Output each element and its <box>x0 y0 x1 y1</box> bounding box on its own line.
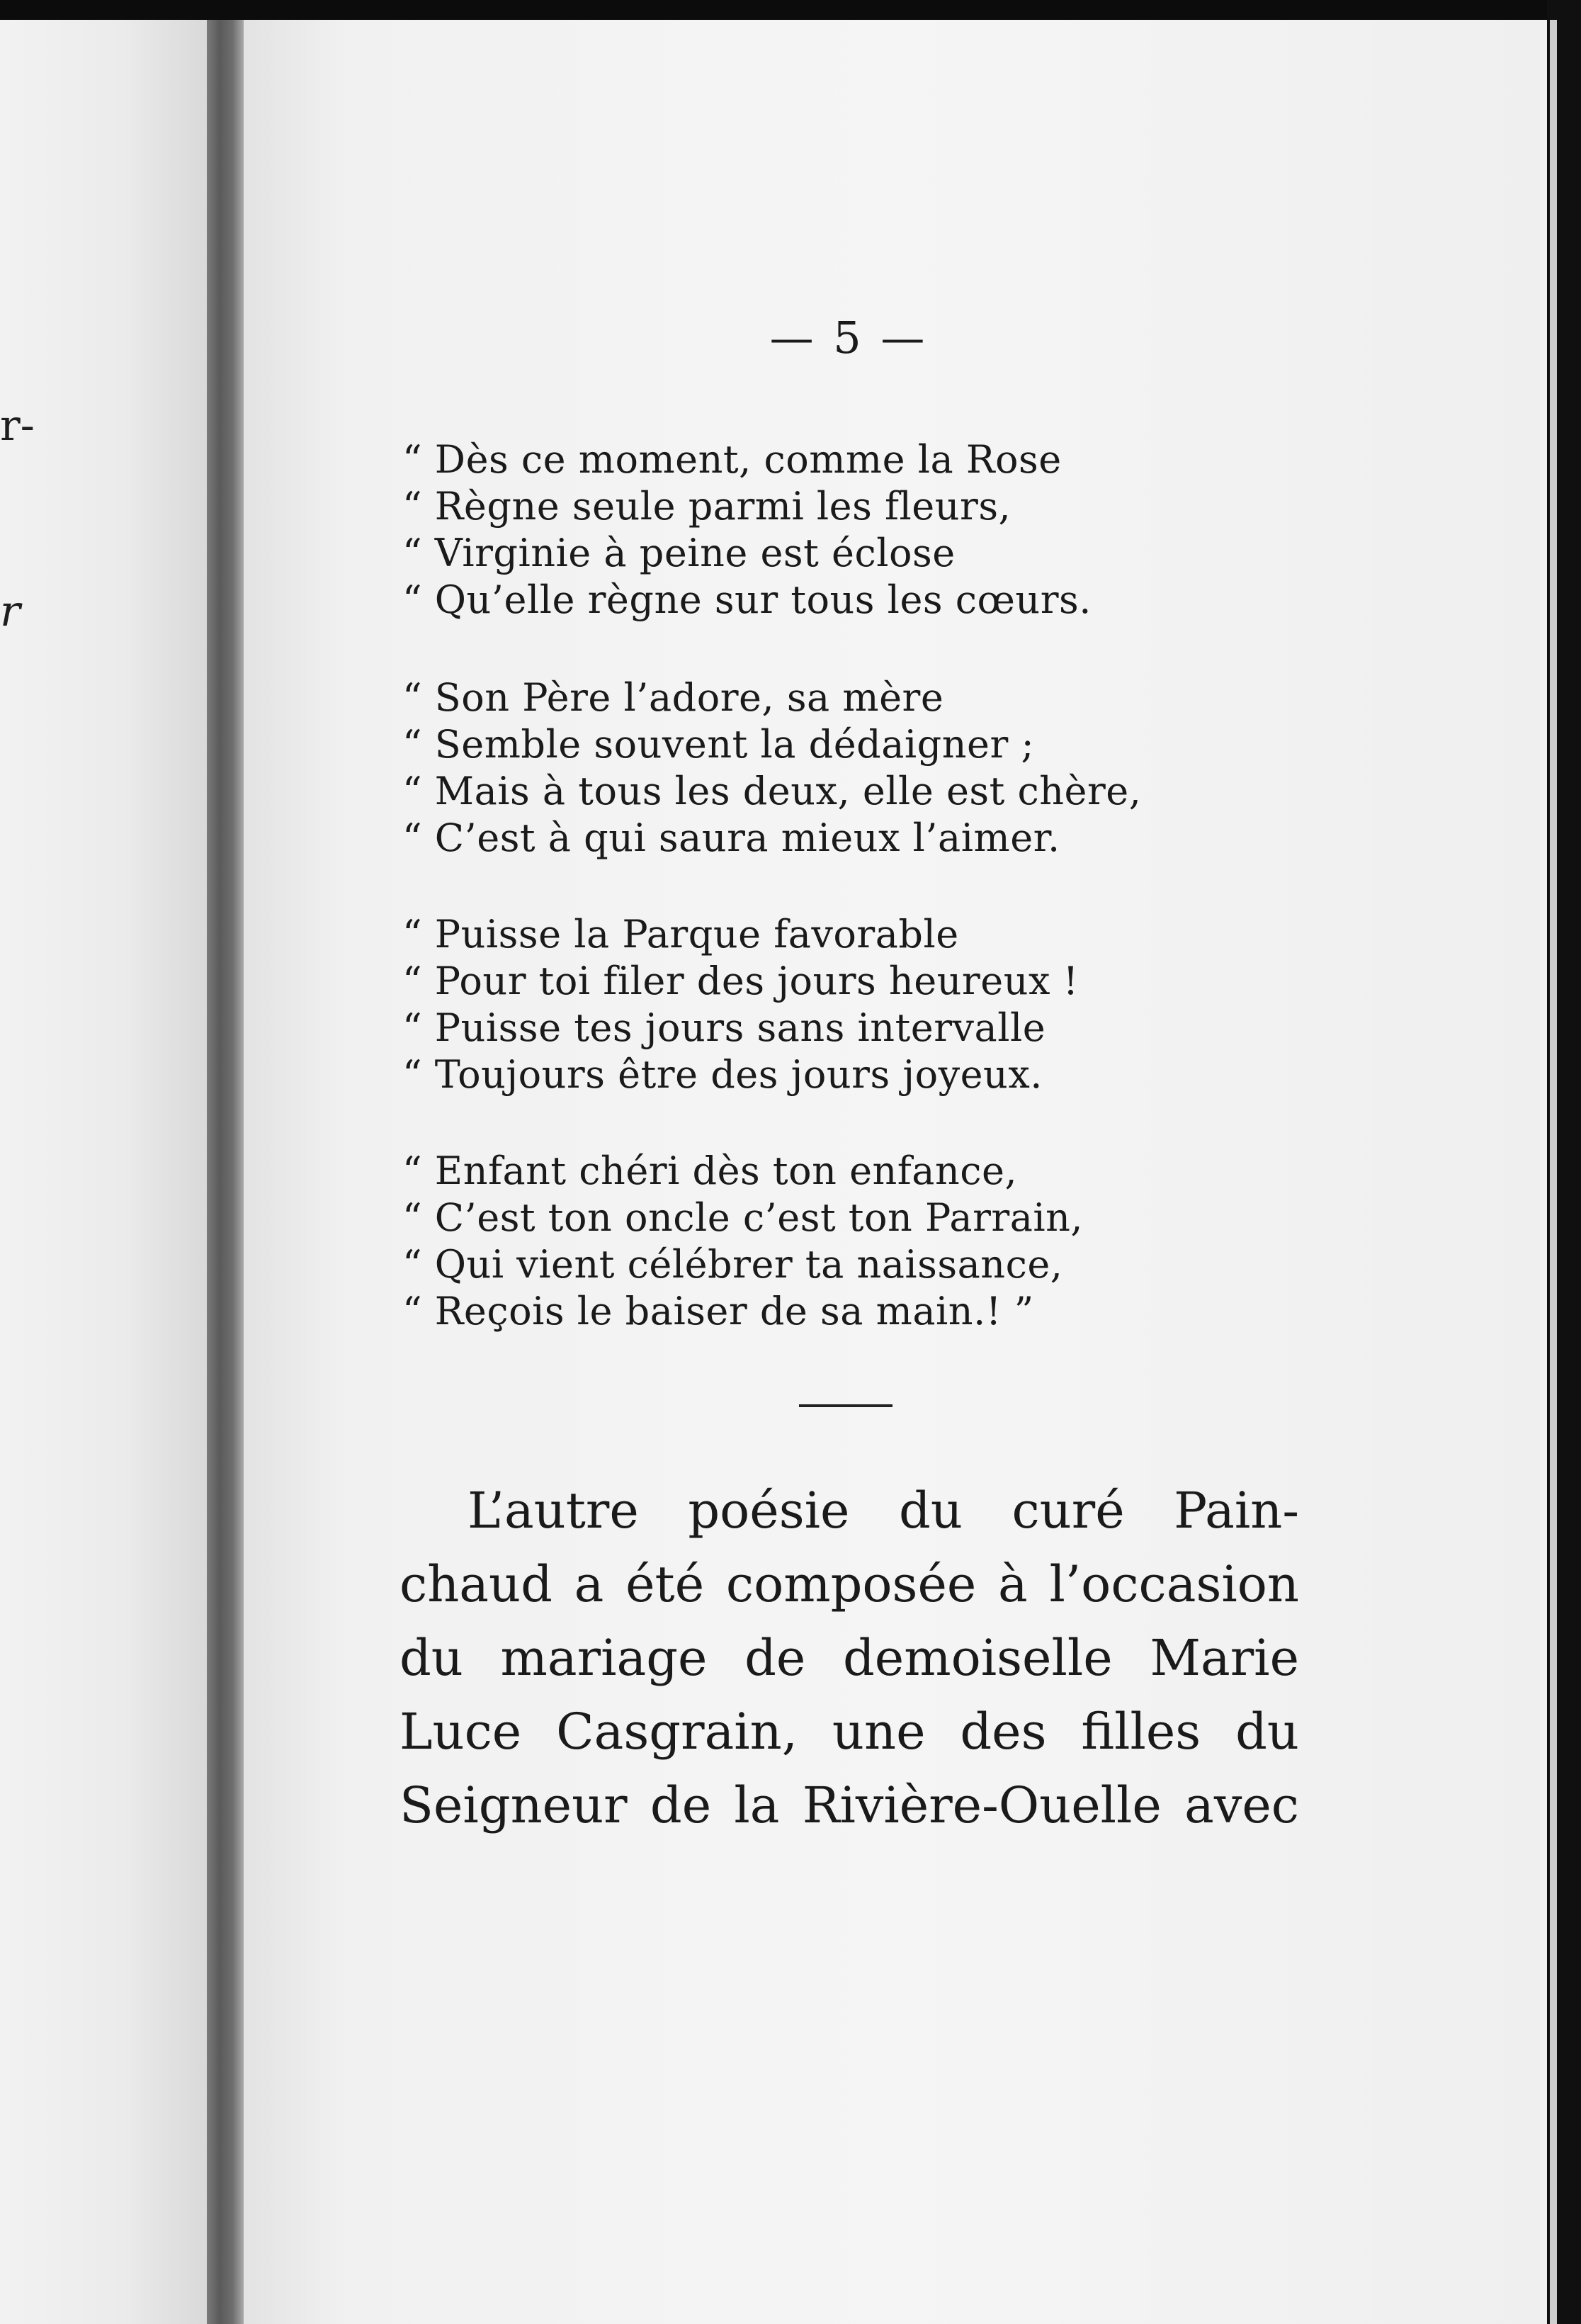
left-margin-fragment: r <box>0 587 21 636</box>
paragraph-line: Luce Casgrain, une des filles du <box>400 1703 1299 1761</box>
body-paragraph <box>400 1474 1299 1842</box>
verse-line: “ Puisse la Parque favorable <box>402 912 959 957</box>
poem-stanza <box>402 911 1366 1098</box>
verse-line: “ Pour toi filer des jours heureux ! <box>402 959 1079 1003</box>
verse-line: “ Enfant chéri dès ton enfance, <box>402 1149 1018 1193</box>
scan-top-border <box>0 0 1581 20</box>
page-number: — 5 — <box>769 312 928 363</box>
paragraph-line: L’autre poésie du curé Pain- <box>468 1482 1299 1540</box>
verse-line: “ C’est à qui saura mieux l’aimer. <box>402 816 1060 860</box>
page-edge <box>1550 20 1557 2324</box>
left-page-fragment <box>0 20 207 2324</box>
verse-line: “ Règne seule parmi les fleurs, <box>402 484 1012 529</box>
verse-line: “ C’est ton oncle c’est ton Parrain, <box>402 1195 1084 1240</box>
verse-line: “ Qu’elle règne sur tous les cœurs. <box>402 577 1092 622</box>
paragraph-line: chaud a été composée à l’occasion <box>400 1555 1299 1613</box>
left-margin-fragment: r- <box>0 401 35 451</box>
book-gutter <box>207 20 244 2324</box>
verse-line: “ Dès ce moment, comme la Rose <box>402 437 1062 482</box>
poem-stanza <box>402 1148 1366 1335</box>
poem-stanza <box>402 436 1366 624</box>
verse-line: “ Qui vient célébrer ta naissance, <box>402 1242 1063 1287</box>
verse-line: “ Reçois le baiser de sa main.! ” <box>402 1289 1034 1333</box>
paragraph-line: Seigneur de la Rivière-Ouelle avec <box>400 1776 1299 1834</box>
verse-line: “ Semble souvent la dédaigner ; <box>402 722 1035 767</box>
verse-line: “ Mais à tous les deux, elle est chère, <box>402 769 1142 813</box>
poem-stanza <box>402 675 1366 862</box>
paragraph-line: du mariage de demoiselle Marie <box>400 1629 1299 1687</box>
verse-line: “ Toujours être des jours joyeux. <box>402 1052 1043 1097</box>
verse-line: “ Puisse tes jours sans intervalle <box>402 1005 1046 1050</box>
verse-line: “ Virginie à peine est éclose <box>402 531 956 575</box>
verse-line: “ Son Père l’adore, sa mère <box>402 675 944 720</box>
section-divider <box>799 1404 892 1407</box>
